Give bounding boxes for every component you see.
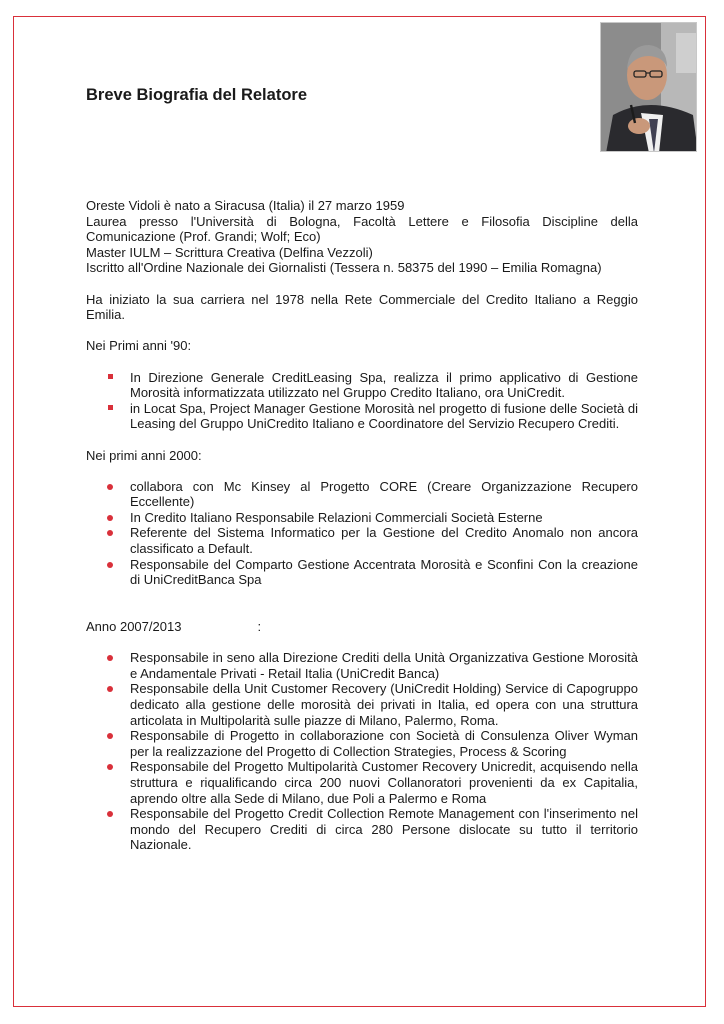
master-line: Master IULM – Scrittura Creativa (Delfina Vezzoli) <box>86 244 373 260</box>
section-colon: : <box>257 619 262 635</box>
career-start-paragraph: Ha iniziato la sua carriera nel 1978 nella Rete Commerciale del Credito Italiano a Reggio Emilia. <box>86 291 638 323</box>
list-item: Responsabile del Progetto Credit Collection Remote Management con l'inserimento nel mondo del Recupero Crediti di circa 280 Persone dislocate su tutto il territorio Nazionale. <box>86 806 638 853</box>
list-item: Responsabile del Progetto Multipolarità Customer Recovery Unicredit, acquisendo nella struttura e riqualificando circa 200 nuovi Collanoratori provenienti da ex Capitalia, aprendo oltre alla Sede di Milano, due Poli a Palermo e Roma <box>86 759 638 806</box>
list-2000s <box>86 479 638 588</box>
biography-body <box>86 198 638 853</box>
intro-block <box>86 198 638 276</box>
list-item: Responsabile del Comparto Gestione Accentrata Morosità e Sconfini Con la creazione di UniCreditBanca Spa <box>86 557 638 588</box>
list-item: Responsabile in seno alla Direzione Crediti della Unità Organizzativa Gestione Morosità e Andamentale Privati - Retail Italia (UniCredit Banca) <box>86 650 638 681</box>
list-item: Referente del Sistema Informatico per la Gestione del Credito Anomalo non ancora classificato a Default. <box>86 525 638 556</box>
list-item: In Direzione Generale CreditLeasing Spa, realizza il primo applicativo di Gestione Morosità informatizzata utilizzato nel Gruppo Credito Italiano, ora UniCredit. <box>86 370 638 401</box>
list-item: Responsabile della Unit Customer Recovery (UniCredit Holding) Service di Capogruppo dedicato alla gestione delle morosità dei privati in Italia, ed opera con una struttura articolata in Multipolarità sulle piazze di Milano, Palermo, Roma. <box>86 681 638 728</box>
journalist-register-line: Iscritto all'Ordine Nazionale dei Giornalisti (Tessera n. 58375 del 1990 – Emilia Romagna) <box>86 260 602 276</box>
page-title: Breve Biografia del Relatore <box>86 86 307 104</box>
list-item: In Credito Italiano Responsabile Relazioni Commerciali Società Esterne <box>86 510 638 526</box>
list-90s <box>86 370 638 432</box>
speaker-portrait-photo <box>600 22 697 152</box>
section-year-label: Anno 2007/2013 <box>86 619 182 635</box>
list-2007-2013 <box>86 650 638 853</box>
section-heading-2000s: Nei primi anni 2000: <box>86 447 202 463</box>
birth-line: Oreste Vidoli è nato a Siracusa (Italia) il 27 marzo 1959 <box>86 198 405 213</box>
list-item: Responsabile di Progetto in collaborazione con Società di Consulenza Oliver Wyman per la realizzazione del Progetto di Collection Strategies, Process & Scoring <box>86 728 638 759</box>
section-heading-90s: Nei Primi anni '90: <box>86 338 192 354</box>
degree-line: Laurea presso l'Università di Bologna, Facoltà Lettere e Filosofia Discipline della Comunicazione (Prof. Grandi; Wolf; Eco) <box>86 213 638 245</box>
section-heading-2007 <box>86 619 638 635</box>
list-item: collabora con Mc Kinsey al Progetto CORE (Creare Organizzazione Recupero Eccellente) <box>86 479 638 510</box>
list-item: in Locat Spa, Project Manager Gestione Morosità nel progetto di fusione delle Società di Leasing del Gruppo UniCredito Italiano e Coordinatore del Servizio Recupero Crediti. <box>86 401 638 432</box>
